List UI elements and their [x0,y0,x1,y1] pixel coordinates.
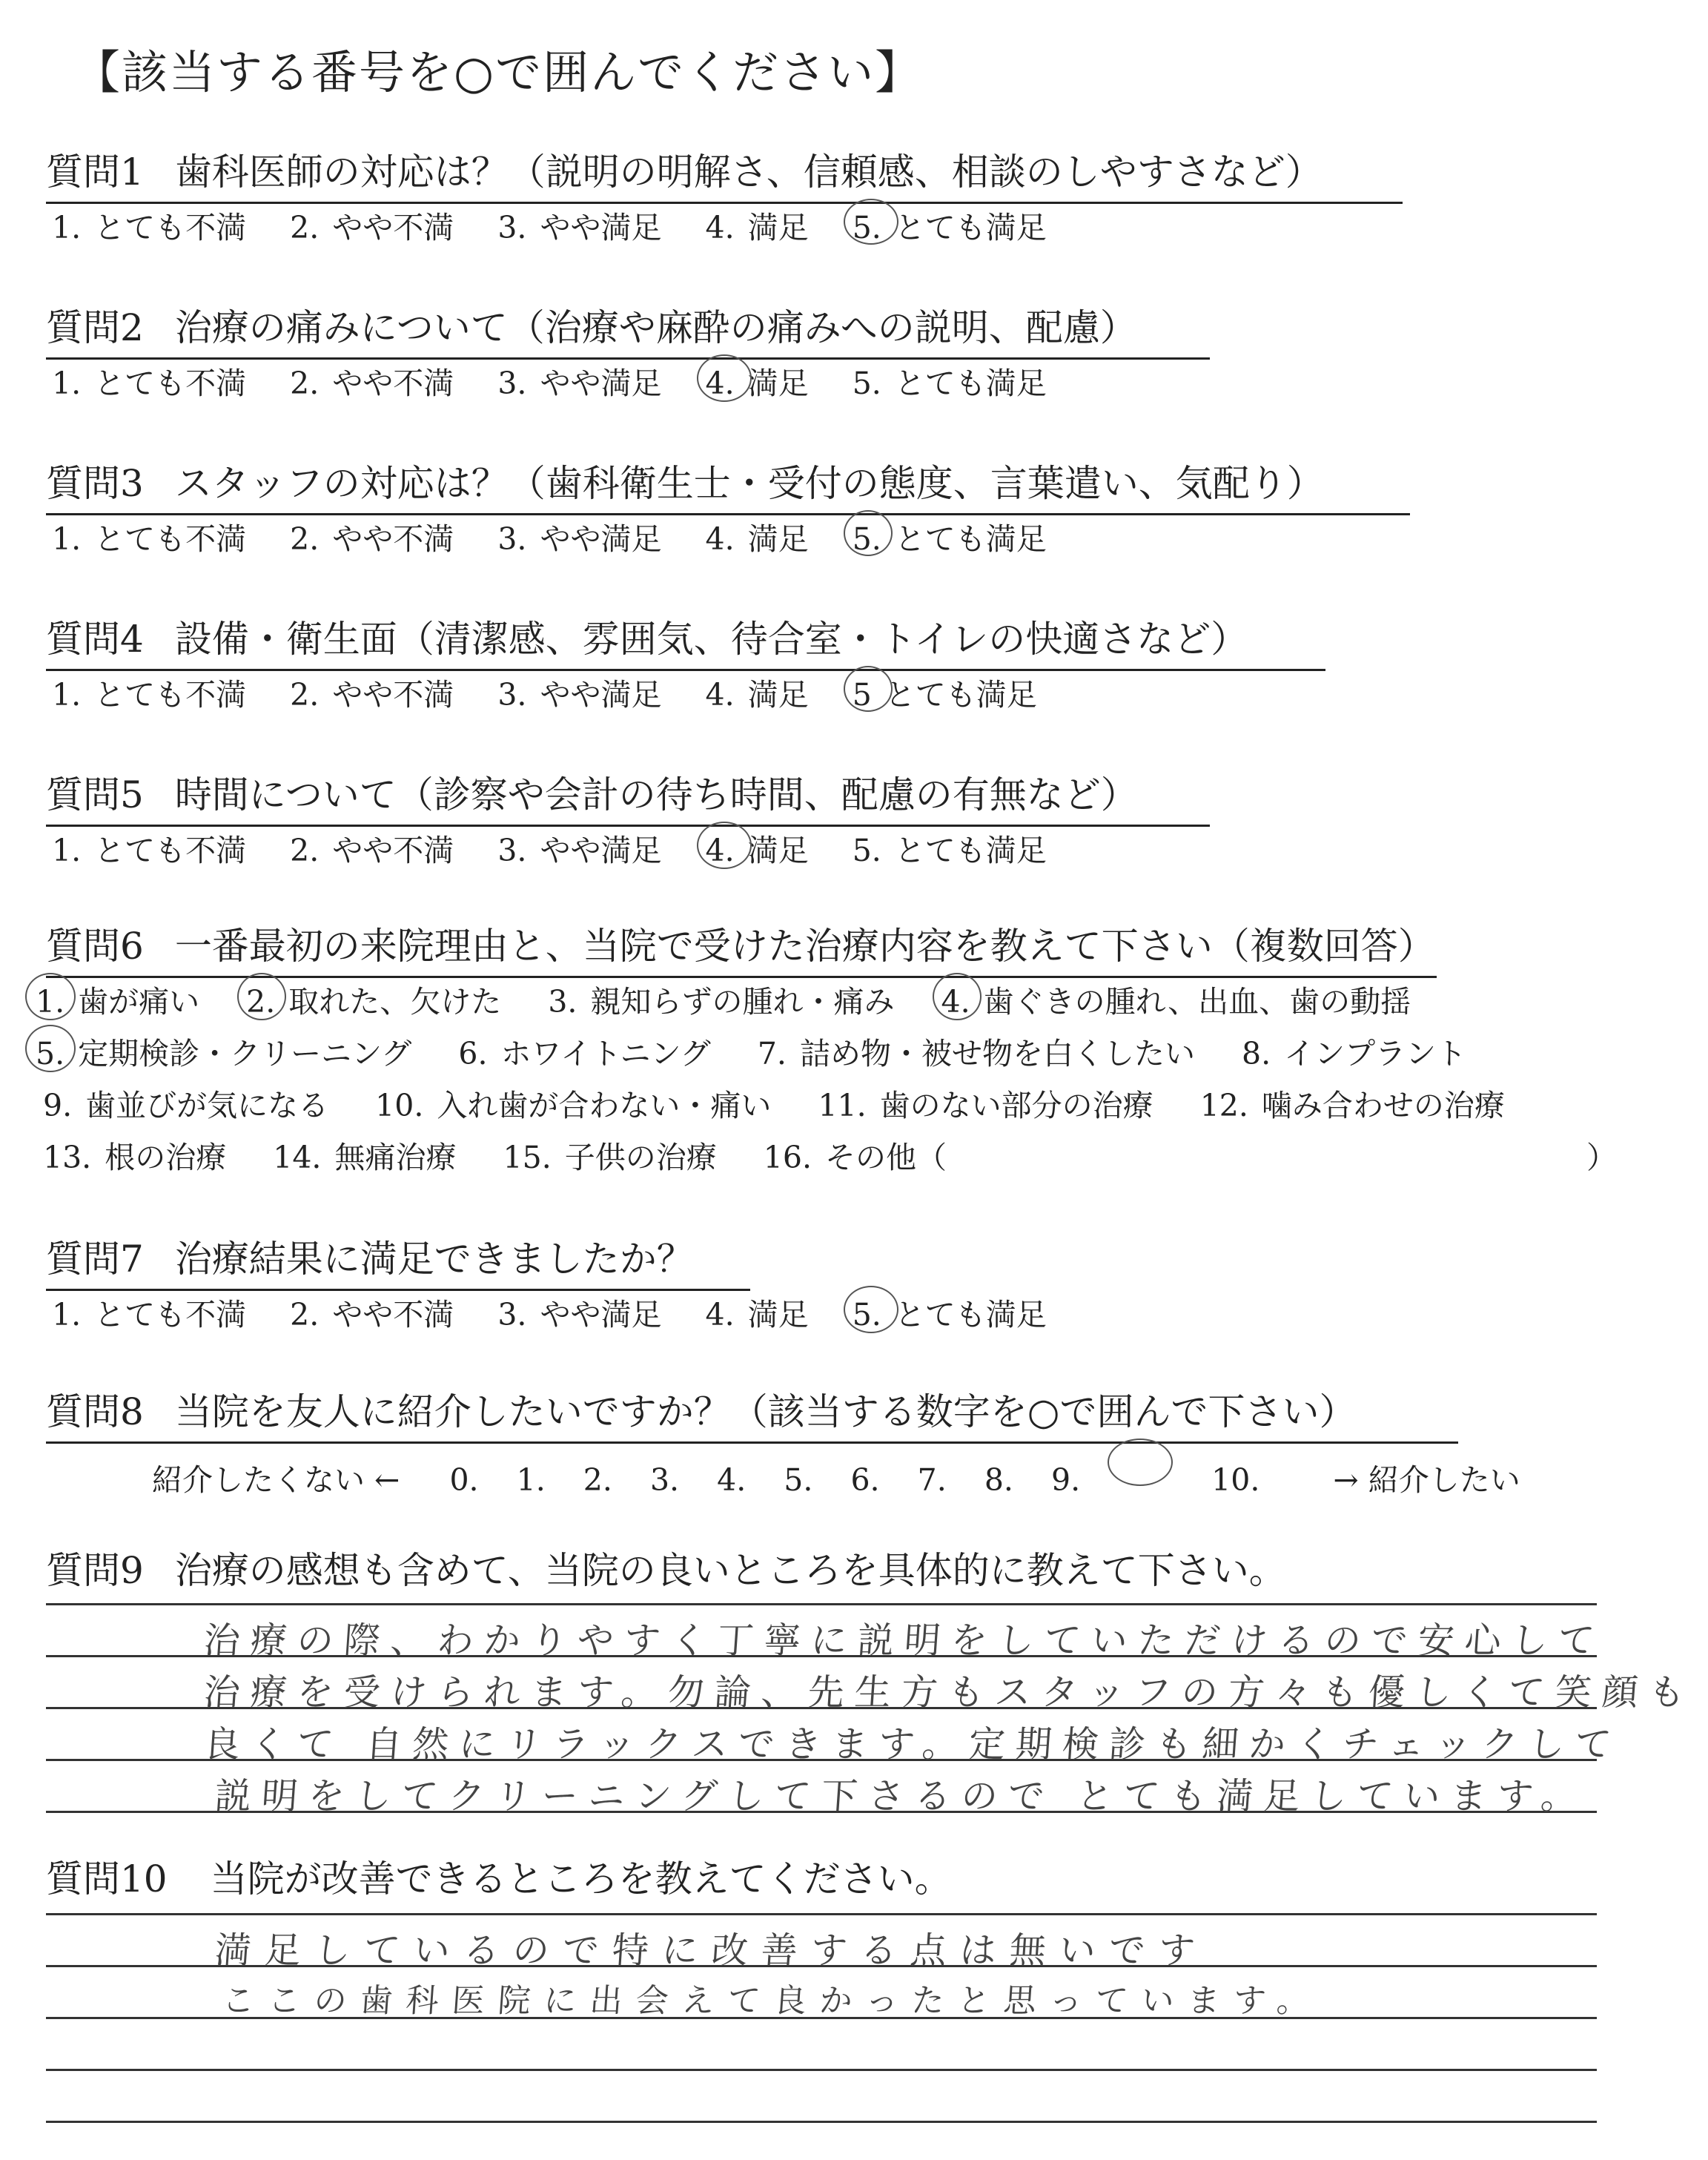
question-text: スタッフの対応は？（歯科衛生士・受付の態度、言葉遣い、気配り） [174,462,1324,505]
question-text: 設備・衛生面（清潔感、雰囲気、待合室・トイレの快適さなど） [174,618,1248,661]
question-number: 質問5 [46,773,144,816]
option-4[interactable]: 4. 満足 [705,1297,809,1332]
other-field-close-paren: ） [1586,1140,1617,1175]
question-text: 治療結果に満足できましたか？ [174,1238,694,1281]
recommend-scale [152,1443,1549,1499]
option-3[interactable]: 3. やや満足 [497,677,662,713]
option-4[interactable]: 4. 満足 [706,359,809,403]
question-title [46,1849,952,1909]
hand-drawn-circle [25,973,76,1020]
hand-drawn-circle [697,822,752,869]
option-1[interactable]: 1. とても不満 [52,521,247,557]
question-text: 当院が改善できるところを教えてください。 [210,1857,952,1900]
handwritten-answer-line-4: 説明をしてクリーニングして下さるので とても満足しています。 [213,1775,1589,1817]
answer-line [46,2069,1597,2071]
question-title [46,454,1410,515]
question-number: 質問6 [46,925,144,968]
option-1[interactable]: 1. 歯が痛い [36,977,199,1021]
scale-1[interactable]: 1. [516,1462,546,1498]
option-1[interactable]: 1. とても不満 [52,677,247,713]
question-text: 一番最初の来院理由と、当院で受けた治療内容を教えて下さい（複数回答） [174,925,1435,968]
option-1[interactable]: 1. とても不満 [52,833,247,868]
option-3[interactable]: 3. 親知らずの腫れ・痛み [548,984,895,1020]
option-5[interactable]: 5. とても満足 [853,515,1047,558]
question-title [46,610,1325,671]
hand-drawn-circle [933,973,982,1020]
option-2[interactable]: 2. 取れた、欠けた [246,977,501,1021]
option-2[interactable]: 2. やや不満 [290,677,454,713]
question-text: 当院を友人に紹介したいですか？（該当する数字を○で囲んで下さい） [174,1390,1357,1433]
options-row-4 [43,1133,984,1177]
option-10[interactable]: 10. 入れ歯が合わない・痛い [375,1088,772,1123]
option-6[interactable]: 6. ホワイトニング [458,1036,711,1071]
hand-drawn-circle [25,1025,76,1072]
option-13[interactable]: 13. 根の治療 [43,1140,227,1175]
question-text: 時間について（診察や会計の待ち時間、配慮の有無など） [174,773,1138,816]
option-2[interactable]: 2. やや不満 [290,210,454,245]
options-row-2 [36,1029,1503,1073]
scale-10[interactable]: 10. [1118,1443,1288,1498]
question-number: 質問2 [46,306,144,349]
option-3[interactable]: 3. やや満足 [497,833,662,868]
option-3[interactable]: 3. やや満足 [497,366,662,401]
hand-drawn-circle [237,973,286,1020]
option-5[interactable]: 5. とても満足 [852,833,1047,868]
question-title [46,765,1210,827]
answer-line [46,1913,1597,1915]
hand-drawn-circle [844,199,898,245]
option-16[interactable]: 16. その他（ [763,1140,947,1175]
option-15[interactable]: 15. 子供の治療 [503,1140,717,1175]
option-2[interactable]: 2. やや不満 [290,366,454,401]
handwritten-answer-line-2: ここの歯科医院に出会えて良かったと思っています。 [220,1982,1324,2020]
option-4[interactable]: 4. 歯ぐきの腫れ、出血、歯の動揺 [941,977,1411,1021]
question-number: 質問8 [46,1390,144,1433]
option-1[interactable]: 1. とても不満 [52,1297,247,1332]
question-number: 質問9 [46,1549,144,1592]
question-title [46,142,1403,204]
handwritten-answer-line-1: 満足しているので特に改善する点は無いです [213,1929,1210,1972]
answer-options [52,203,1081,247]
scale-left-label: 紹介したくない ← [152,1462,400,1498]
options-row-3 [43,1081,1542,1125]
question-number: 質問10 [46,1857,168,1900]
question-text: 治療の感想も含めて、当院の良いところを具体的に教えて下さい。 [174,1549,1286,1592]
scale-9[interactable]: 9. [1050,1462,1081,1498]
handwritten-answer-line-2: 治療を受けられます。勿論、先生方もスタッフの方々も優しくて笑顔も [202,1671,1697,1714]
page-heading: 【該当する番号を○で囲んでください】 [74,45,923,99]
option-2[interactable]: 2. やや不満 [290,1297,454,1332]
option-4[interactable]: 4. 満足 [705,521,809,557]
question-text: 歯科医師の対応は？（説明の明解さ、信頼感、相談のしやすさなど） [174,151,1323,194]
option-5[interactable]: 5 とても満足 [853,670,1037,714]
answer-options [52,359,1081,403]
hand-drawn-circle [844,666,893,712]
question-title [46,1541,1286,1600]
answer-options [52,670,1071,714]
scale-6[interactable]: 6. [850,1462,880,1498]
option-9[interactable]: 9. 歯並びが気になる [43,1088,329,1123]
option-2[interactable]: 2. やや不満 [290,833,454,868]
option-7[interactable]: 7. 詰め物・被せ物を白くしたい [757,1036,1195,1071]
hand-drawn-circle [844,510,893,556]
option-12[interactable]: 12. 噛み合わせの治療 [1199,1088,1505,1123]
scale-8[interactable]: 8. [984,1462,1013,1498]
option-4[interactable]: 4. 満足 [706,826,809,870]
scale-5[interactable]: 5. [784,1462,813,1498]
option-5[interactable]: 5. とても満足 [853,203,1047,247]
question-number: 質問3 [46,462,144,505]
scale-3[interactable]: 3. [649,1462,680,1498]
option-4[interactable]: 4. 満足 [705,677,809,713]
options-row-1 [36,977,1448,1021]
option-11[interactable]: 11. 歯のない部分の治療 [818,1088,1153,1123]
hand-drawn-circle [1108,1439,1173,1486]
answer-line [46,2121,1597,2123]
scale-0[interactable]: 0. [449,1462,479,1498]
answer-options [52,515,1081,558]
hand-drawn-circle [697,354,752,402]
option-4[interactable]: 4. 満足 [705,210,809,245]
answer-line [46,1603,1597,1605]
option-1[interactable]: 1. とても不満 [52,210,247,245]
scale-4[interactable]: 4. [717,1462,747,1498]
option-5[interactable]: 5. 定期検診・クリーニング [36,1029,411,1073]
option-8[interactable]: 8. インプラント [1242,1036,1467,1071]
scale-2[interactable]: 2. [583,1462,612,1498]
option-1[interactable]: 1. とても不満 [52,366,247,401]
option-3[interactable]: 3. やや満足 [497,210,662,245]
question-text: 治療の痛みについて（治療や麻酔の痛みへの説明、配慮） [174,306,1137,349]
question-number: 質問4 [46,618,144,661]
question-title [46,1229,750,1291]
option-14[interactable]: 14. 無痛治療 [273,1140,457,1175]
hand-drawn-circle [844,1286,898,1333]
answer-options [52,1290,1081,1334]
option-3[interactable]: 3. やや満足 [497,521,662,557]
question-number: 質問1 [46,151,144,194]
scale-7[interactable]: 7. [917,1462,947,1498]
question-number: 質問7 [46,1238,144,1281]
answer-options [52,826,1081,870]
option-5[interactable]: 5. とても満足 [852,366,1047,401]
option-2[interactable]: 2. やや不満 [290,521,454,557]
handwritten-answer-line-1: 治療の際、わかりやすく丁寧に説明をしていただけるので安心して [202,1619,1606,1662]
scale-right-label: → 紹介したい [1333,1462,1520,1498]
option-5[interactable]: 5. とても満足 [853,1290,1047,1334]
question-title [46,298,1210,360]
question-title [46,916,1437,978]
handwritten-answer-line-3: 良くて 自然にリラックスできます。定期検診も細かくチェックして [202,1723,1623,1766]
option-3[interactable]: 3. やや満足 [497,1297,662,1332]
question-title [46,1382,1458,1444]
